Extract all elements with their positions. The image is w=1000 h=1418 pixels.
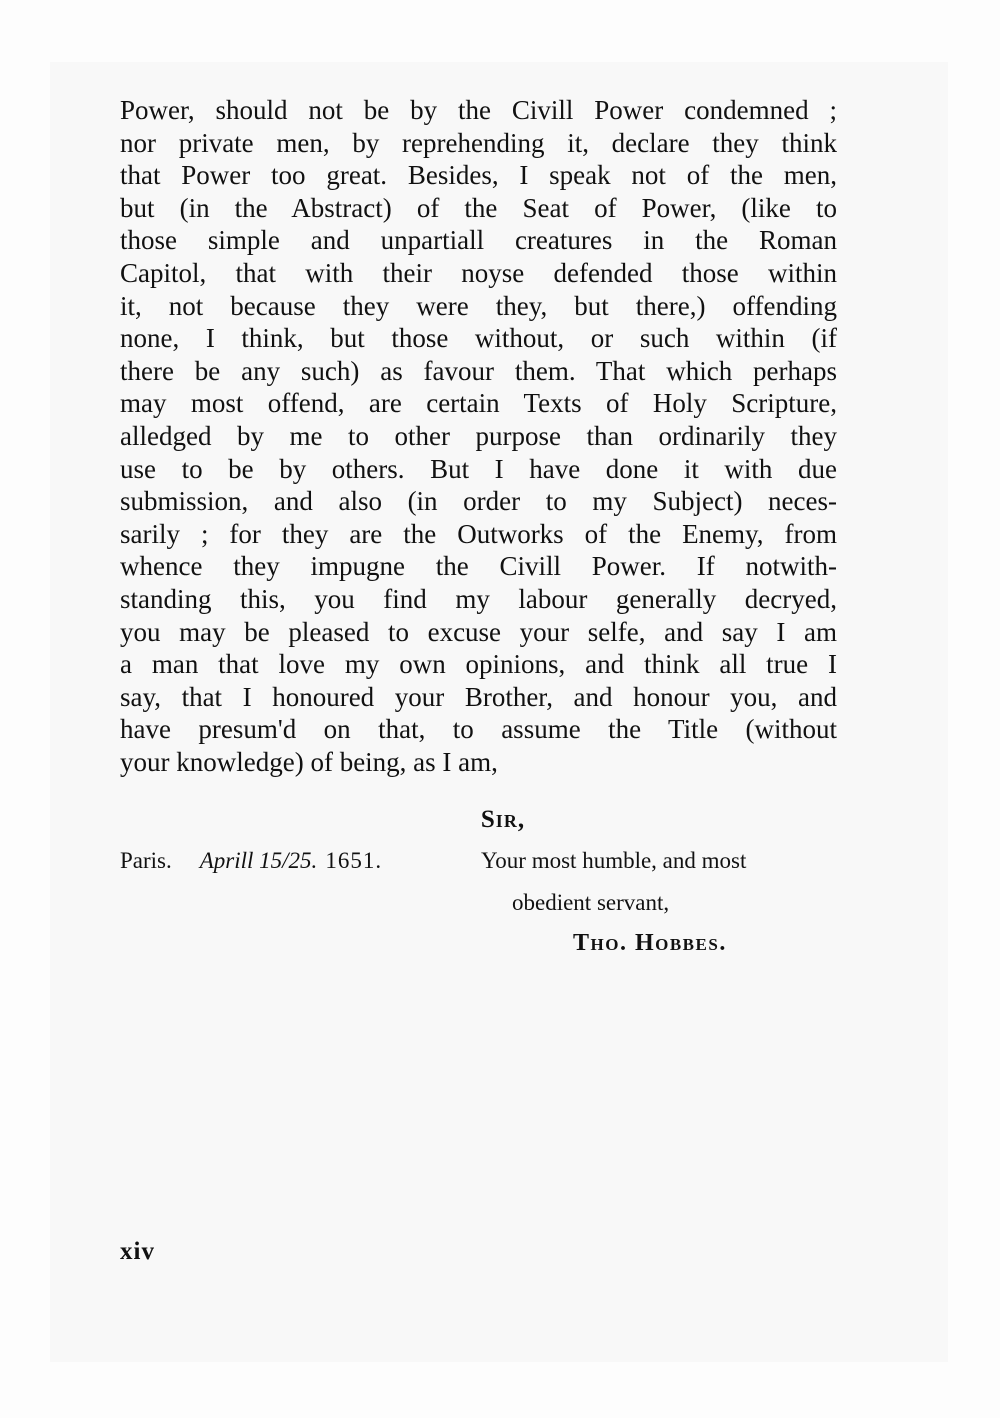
text-line: say, that I honoured your Brother, and honour you, and [120, 681, 837, 712]
text-line: submission, and also (in order to my Subject) neces- [120, 486, 837, 517]
page-number: xiv [120, 1238, 155, 1265]
text-line: sarily ; for they are the Outworks of the Enemy, from [120, 518, 837, 549]
salutation: Sir, [480, 806, 526, 833]
text-line: there be any such) as favour them. That which perhaps [120, 355, 837, 386]
text-line: a man that love my own opinions, and think all true I [120, 649, 837, 680]
text-line: Capitol, that with their noyse defended those within [120, 257, 837, 288]
text-line: but (in the Abstract) of the Seat of Power, (like to [120, 192, 837, 223]
text-line: those simple and unpartiall creatures in the Roman [120, 225, 837, 256]
text-line: you may be pleased to excuse your selfe, and say I am [120, 616, 837, 647]
text-line: standing this, you find my labour generally decryed, [120, 583, 837, 614]
signature: Tho. Hobbes. [573, 930, 727, 956]
text-line: may most offend, are certain Texts of Holy Scripture, [120, 388, 837, 419]
text-line: have presum'd on that, to assume the Title (without [120, 714, 837, 745]
text-line: your knowledge) of being, as I am, [120, 746, 498, 777]
year: 1651. [325, 848, 383, 873]
date: Aprill 15/25. [199, 848, 318, 873]
closing-line: obedient servant, [512, 890, 670, 915]
text-line: it, not because they were they, but there,) offending [120, 290, 837, 321]
text-line: none, I think, but those without, or such within (if [120, 323, 837, 354]
text-line: Power, should not be by the Civill Power condemned ; [120, 95, 837, 125]
text-line: use to be by others. But I have done it with due [120, 453, 837, 484]
text-line: nor private men, by reprehending it, declare they think [120, 127, 837, 158]
closing-line: Your most humble, and most [481, 848, 747, 873]
text-line: whence they impugne the Civill Power. If notwith- [120, 551, 837, 582]
body-text [120, 94, 837, 778]
place-date [120, 848, 382, 874]
text-line: alledged by me to other purpose than ordinarily they [120, 420, 837, 451]
place: Paris. [120, 848, 172, 873]
text-line: that Power too great. Besides, I speak not of the men, [120, 160, 837, 191]
